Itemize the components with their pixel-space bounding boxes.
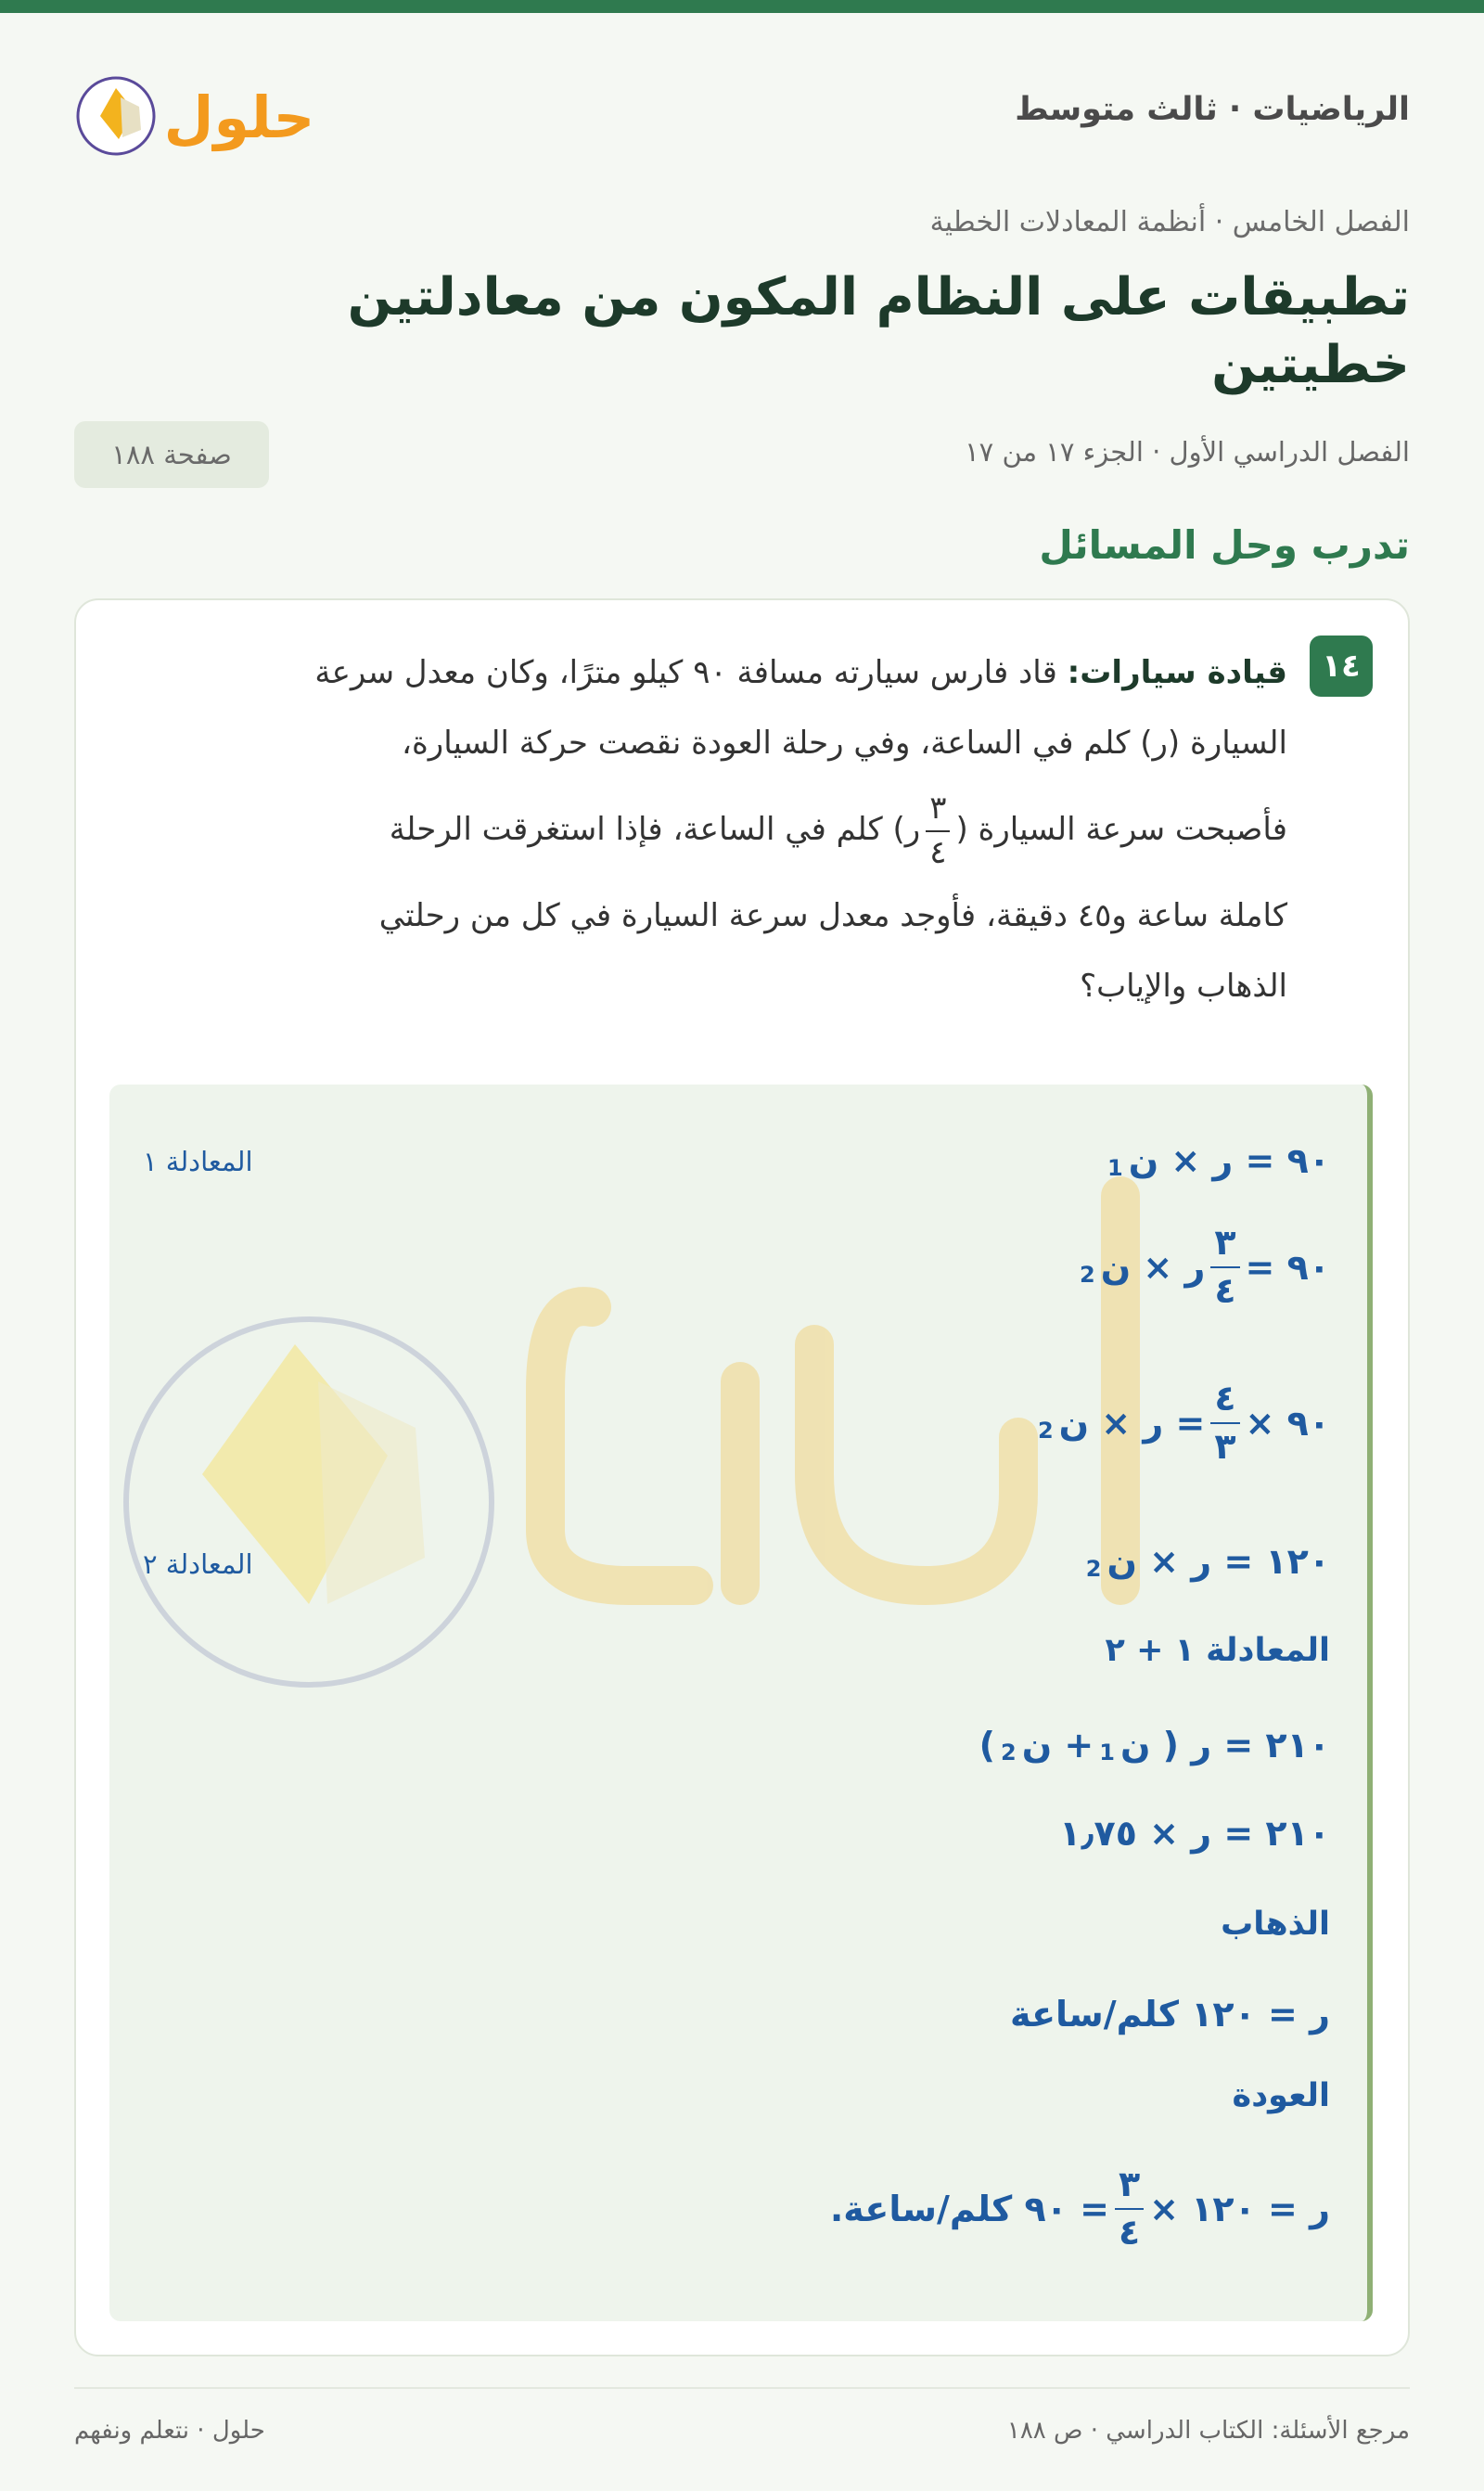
question-number-badge: ١٤ xyxy=(1310,636,1373,697)
going-heading: الذهاب xyxy=(1221,1906,1330,1943)
hulul-logo[interactable] xyxy=(74,65,352,167)
page-title: تطبيقات على النظام المكون من معادلتين خطيتين xyxy=(347,267,1410,395)
term-meta: الفصل الدراسي الأول · الجزء ١٧ من ١٧ xyxy=(965,436,1410,468)
question-line-5: الذهاب والإياب؟ xyxy=(1080,968,1287,1005)
equation-2-tag: المعادلة ٢ xyxy=(143,1548,253,1580)
going-answer: ر = ١٢٠ كلم/ساعة xyxy=(1010,1994,1330,2035)
solution-box xyxy=(109,1085,1373,2321)
subject-label: الرياضيات · ثالث متوسط xyxy=(1015,91,1410,128)
page-number-badge: صفحة ١٨٨ xyxy=(74,421,269,488)
logo-wordmark: حلول xyxy=(163,83,315,151)
question-line-1: قاد فارس سيارته مسافة ٩٠ كيلو مترًا، وكان معدل سرعة xyxy=(314,654,1057,691)
top-accent-bar xyxy=(0,0,1484,13)
page-header xyxy=(74,65,1410,167)
question-line-3: فأصبحت سرعة السيارة ( $\frac{٣}{٤}$ ر) كلم في الساعة، فإذا استغرقت الرحلة xyxy=(389,790,1287,871)
return-heading: العودة xyxy=(1232,2077,1330,2114)
combine-heading: المعادلة ١ + ٢ xyxy=(1105,1632,1330,1669)
equation-6: ٢١٠ = ر × ١٫٧٥ xyxy=(1059,1813,1330,1854)
question-line-4: كاملة ساعة و٤٥ دقيقة، فأوجد معدل سرعة السيارة في كل من رحلتي xyxy=(378,897,1287,934)
question-text xyxy=(137,637,1287,1021)
equation-4: ١٢٠ = ر × ن 2 xyxy=(1085,1541,1330,1582)
equation-1: ٩٠ = ر × ن 1 xyxy=(1107,1140,1330,1181)
question-card xyxy=(74,598,1410,2356)
section-title: تدرب وحل المسائل xyxy=(1039,522,1410,568)
equation-1-tag: المعادلة ١ xyxy=(143,1146,253,1177)
equation-3: ٩٠ × $\frac{٤}{٣}$ = ر × ن 2 xyxy=(1037,1378,1330,1467)
footer-source: مرجع الأسئلة: الكتاب الدراسي · ص ١٨٨ xyxy=(1006,2417,1410,2445)
fraction-three-quarters: $\frac{٣}{٤}$ xyxy=(926,791,950,870)
chapter-breadcrumb: الفصل الخامس · أنظمة المعادلات الخطية xyxy=(929,206,1410,238)
question-label: قيادة سيارات: xyxy=(1067,654,1287,691)
footer-brand: حلول · نتعلم ونفهم xyxy=(74,2417,265,2445)
equation-5: ٢١٠ = ر ( ن 1 + ن 2 ) xyxy=(979,1725,1330,1766)
equation-2: ٩٠ = $\frac{٣}{٤}$ ر × ن 2 xyxy=(1080,1222,1330,1311)
footer-divider xyxy=(74,2387,1410,2389)
return-answer: ر = ١٢٠ × $\frac{٣}{٤}$ = ٩٠ كلم/ساعة. xyxy=(829,2164,1330,2253)
question-line-2: السيارة (ر) كلم في الساعة، وفي رحلة العودة نقصت حركة السيارة، xyxy=(401,725,1287,762)
